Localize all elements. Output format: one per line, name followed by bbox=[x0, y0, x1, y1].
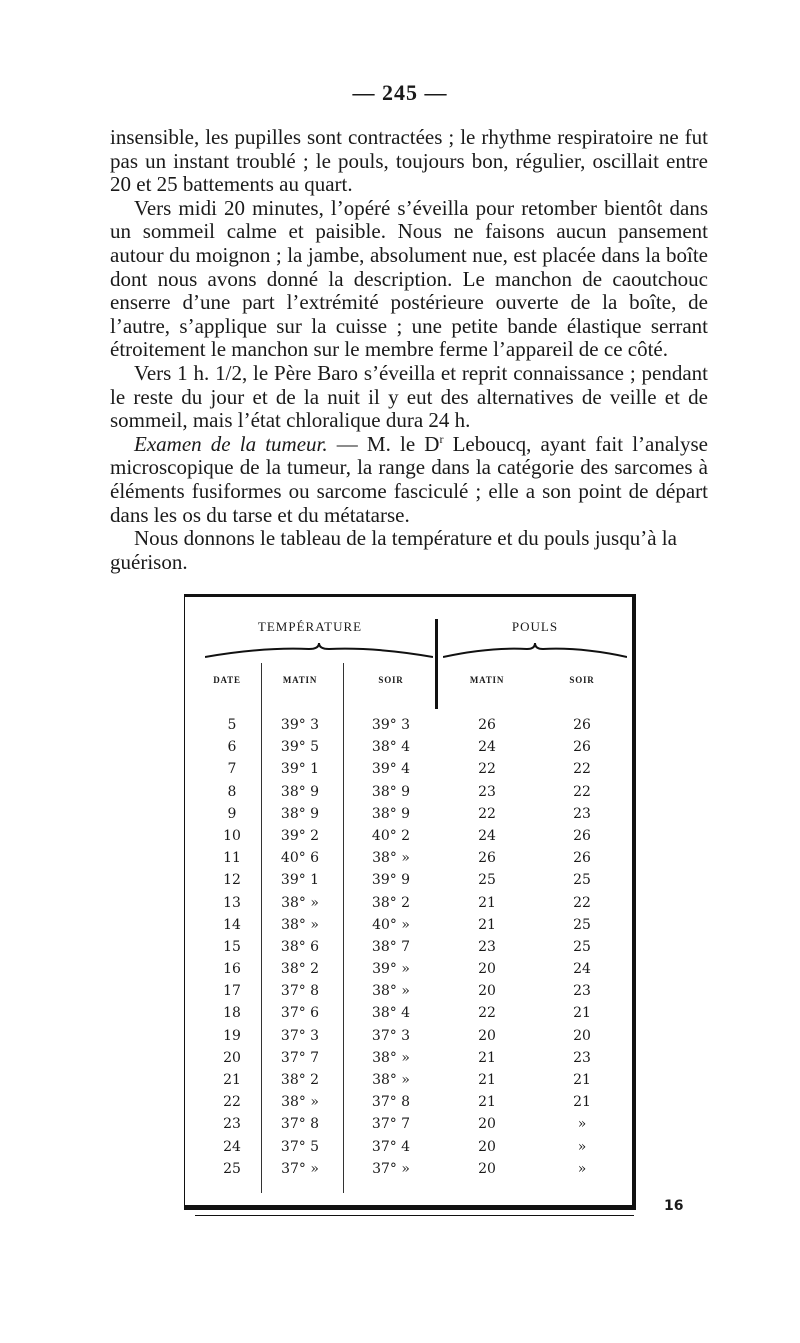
cell-temp-matin: 38° » bbox=[281, 1094, 319, 1111]
cell-pouls-soir: 22 bbox=[573, 761, 591, 778]
cell-pouls-matin: 21 bbox=[478, 916, 496, 933]
cell-pouls-matin: 24 bbox=[478, 739, 496, 756]
cell-temp-matin: 39° 1 bbox=[280, 872, 320, 889]
cell-pouls-soir: 25 bbox=[573, 916, 591, 933]
cell-pouls-soir: 23 bbox=[573, 983, 591, 1000]
cell-pouls-matin: 26 bbox=[478, 850, 496, 867]
cell-pouls-soir: 21 bbox=[573, 1005, 591, 1022]
cell-pouls-soir: 21 bbox=[573, 1094, 591, 1111]
table-row bbox=[185, 1028, 633, 1050]
cell-temp-soir: 38° » bbox=[372, 1049, 410, 1066]
cell-pouls-soir: » bbox=[577, 1160, 587, 1177]
table-row bbox=[185, 739, 633, 761]
cell-date: 16 bbox=[223, 961, 241, 978]
cell-pouls-matin: 20 bbox=[478, 961, 496, 978]
cell-pouls-soir: 22 bbox=[573, 894, 591, 911]
header-pouls: POULS bbox=[511, 619, 559, 634]
cell-pouls-soir: 20 bbox=[573, 1027, 591, 1044]
col-header-temp-soir: SOIR bbox=[378, 675, 404, 685]
cell-temp-soir: 38° » bbox=[372, 983, 410, 1000]
col-header-date: DATE bbox=[213, 675, 241, 685]
brace-temperature bbox=[205, 643, 433, 659]
cell-pouls-matin: 21 bbox=[478, 1072, 496, 1088]
cell-temp-matin: 38° » bbox=[281, 916, 319, 933]
cell-pouls-soir: 25 bbox=[573, 938, 591, 955]
cell-pouls-soir: 23 bbox=[573, 1049, 591, 1066]
table-row bbox=[185, 717, 633, 739]
cell-temp-matin: 37° 5 bbox=[280, 1138, 320, 1155]
cell-pouls-matin: 26 bbox=[478, 717, 496, 733]
cell-date: 22 bbox=[223, 1094, 241, 1111]
cell-temp-soir: 39° 4 bbox=[371, 761, 411, 778]
cell-temp-soir: 39° 9 bbox=[371, 872, 411, 889]
cell-temp-matin: 39° 5 bbox=[280, 739, 320, 756]
cell-date: 18 bbox=[223, 1005, 241, 1022]
cell-date: 23 bbox=[223, 1116, 241, 1133]
cell-temp-soir: 38° 4 bbox=[371, 1005, 411, 1022]
cell-temp-soir: 40° 2 bbox=[371, 827, 411, 844]
cell-date: 14 bbox=[223, 916, 241, 933]
cell-temp-soir: 40° » bbox=[372, 916, 410, 933]
cell-date: 15 bbox=[223, 938, 241, 955]
cell-temp-soir: 38° 2 bbox=[371, 894, 411, 911]
cell-temp-soir: 38° 9 bbox=[371, 783, 411, 800]
cell-temp-matin: 38° 2 bbox=[280, 961, 320, 978]
table-row bbox=[185, 1116, 633, 1138]
table-row bbox=[185, 961, 633, 983]
cell-date: 7 bbox=[227, 761, 237, 778]
cell-temp-soir: 38° » bbox=[372, 1072, 410, 1088]
col-header-pouls-soir: SOIR bbox=[569, 675, 595, 685]
cell-temp-matin: 38° 2 bbox=[280, 1072, 320, 1088]
cell-temp-matin: 37° 8 bbox=[280, 983, 320, 1000]
cell-date: 10 bbox=[223, 827, 241, 844]
cell-temp-matin: 37° 3 bbox=[280, 1027, 320, 1044]
cell-temp-soir: 38° 9 bbox=[371, 805, 411, 822]
cell-pouls-soir: » bbox=[577, 1116, 587, 1133]
cell-date: 20 bbox=[223, 1049, 241, 1066]
cell-pouls-soir: 21 bbox=[573, 1072, 591, 1088]
cell-date: 6 bbox=[227, 739, 237, 756]
cell-pouls-soir: 26 bbox=[573, 827, 591, 844]
cell-pouls-soir: 26 bbox=[573, 850, 591, 867]
cell-date: 21 bbox=[223, 1072, 241, 1088]
table-row bbox=[185, 1050, 633, 1072]
table-row bbox=[185, 806, 633, 828]
body-text bbox=[110, 126, 708, 574]
paragraph-1: insensible, les pupilles sont contractées ; le rhythme respiratoire ne fut pas un instant troublé ; le pouls, toujours bon, régulier, oscillait entre 20 et 25 battements au quart. bbox=[110, 125, 708, 197]
cell-temp-soir: 39° 3 bbox=[371, 717, 411, 733]
cell-temp-matin: 37° 7 bbox=[280, 1049, 320, 1066]
cell-pouls-matin: 20 bbox=[478, 983, 496, 1000]
table-row bbox=[185, 917, 633, 939]
superscript-r: r bbox=[439, 431, 444, 446]
cell-pouls-matin: 21 bbox=[478, 1049, 496, 1066]
cell-pouls-matin: 22 bbox=[478, 761, 496, 778]
table-row bbox=[185, 1072, 633, 1094]
cell-temp-matin: 39° 1 bbox=[280, 761, 320, 778]
cell-temp-matin: 38° 9 bbox=[280, 783, 320, 800]
cell-temp-matin: 37° 6 bbox=[280, 1005, 320, 1022]
header-temperature: TEMPÉRATURE bbox=[257, 619, 363, 634]
cell-date: 25 bbox=[223, 1160, 241, 1177]
cell-pouls-soir: » bbox=[577, 1138, 587, 1155]
cell-pouls-matin: 20 bbox=[478, 1116, 496, 1133]
cell-temp-matin: 39° 3 bbox=[280, 717, 320, 733]
table-row bbox=[185, 850, 633, 872]
cell-pouls-soir: 26 bbox=[573, 739, 591, 756]
cell-date: 17 bbox=[223, 983, 241, 1000]
paragraph-4-text-b: Leboucq, ayant fait l’analyse microscopique de la tumeur, la range dans la catégorie des sarcomes à éléments fusiformes ou sarcome fasciculé ; elle a son point de départ dans les os du tarse et du métatarse. bbox=[110, 431, 708, 527]
cell-temp-matin: 37° » bbox=[281, 1160, 319, 1177]
cell-pouls-soir: 22 bbox=[573, 783, 591, 800]
cell-temp-matin: 37° 8 bbox=[280, 1116, 320, 1133]
cell-date: 8 bbox=[227, 783, 237, 800]
cell-temp-soir: 38° 4 bbox=[371, 739, 411, 756]
cell-temp-soir: 37° » bbox=[372, 1160, 410, 1177]
table-row bbox=[185, 983, 633, 1005]
cell-temp-soir: 38° 7 bbox=[371, 938, 411, 955]
paragraph-2: Vers midi 20 minutes, l’opéré s’éveilla pour retomber bientôt dans un sommeil calme et paisible. Nous ne faisons aucun pansement autour du moignon ; la jambe, absolument nue, est placée dans la boîte dont nous avons donné la description. Le manchon de caoutchouc enserre d’une part l’extrémité postérieure ouverte de la boîte, de l’autre, s’applique sur la cuisse ; une petite bande élastique serrant étroitement le manchon sur le membre ferme l’appareil de ce côté. bbox=[110, 195, 708, 362]
cell-date: 12 bbox=[223, 872, 241, 889]
cell-date: 9 bbox=[227, 805, 237, 822]
table-row bbox=[185, 761, 633, 783]
table-row bbox=[185, 1094, 633, 1116]
page-number: — 245 — bbox=[352, 80, 448, 105]
cell-temp-soir: 37° 4 bbox=[371, 1138, 411, 1155]
cell-date: 5 bbox=[227, 717, 237, 733]
table-row bbox=[185, 895, 633, 917]
cell-pouls-matin: 21 bbox=[478, 1094, 496, 1111]
cell-pouls-matin: 22 bbox=[478, 805, 496, 822]
cell-temp-matin: 38° 9 bbox=[280, 805, 320, 822]
cell-date: 11 bbox=[223, 850, 241, 867]
col-header-pouls-matin: MATIN bbox=[469, 675, 505, 685]
cell-temp-soir: 37° 7 bbox=[371, 1116, 411, 1133]
paragraph-4-text-a: — M. le D bbox=[327, 431, 440, 456]
table-row bbox=[185, 939, 633, 961]
cell-temp-matin: 38° 6 bbox=[280, 938, 320, 955]
cell-pouls-matin: 25 bbox=[478, 872, 496, 889]
cell-pouls-soir: 23 bbox=[573, 805, 591, 822]
cell-pouls-soir: 24 bbox=[573, 961, 591, 978]
cell-pouls-matin: 20 bbox=[478, 1160, 496, 1177]
table-body bbox=[185, 717, 633, 1183]
cell-temp-soir: 39° » bbox=[372, 961, 410, 978]
brace-pouls bbox=[443, 643, 627, 659]
cell-temp-soir: 37° 8 bbox=[371, 1094, 411, 1111]
cell-pouls-matin: 22 bbox=[478, 1005, 496, 1022]
table-row bbox=[185, 1005, 633, 1027]
cell-pouls-soir: 26 bbox=[573, 717, 591, 733]
table-row bbox=[185, 1139, 633, 1161]
cell-temp-soir: 38° » bbox=[372, 850, 410, 867]
cell-pouls-soir: 25 bbox=[573, 872, 591, 889]
cell-pouls-matin: 21 bbox=[478, 894, 496, 911]
signature-mark: 16 bbox=[664, 1198, 684, 1214]
cell-pouls-matin: 24 bbox=[478, 827, 496, 844]
cell-temp-matin: 39° 2 bbox=[280, 827, 320, 844]
cell-date: 24 bbox=[223, 1138, 241, 1155]
col-header-temp-matin: MATIN bbox=[282, 675, 318, 685]
cell-pouls-matin: 20 bbox=[478, 1138, 496, 1155]
table-row bbox=[185, 872, 633, 894]
cell-pouls-matin: 23 bbox=[478, 938, 496, 955]
cell-temp-matin: 38° » bbox=[281, 894, 319, 911]
section-title-examen: Examen de la tumeur. bbox=[134, 431, 328, 456]
paragraph-5: Nous donnons le tableau de la température et du pouls jusqu’à la guérison. bbox=[110, 526, 677, 574]
paragraph-4 bbox=[110, 433, 708, 527]
temperature-pulse-table bbox=[184, 594, 636, 1210]
cell-pouls-matin: 23 bbox=[478, 783, 496, 800]
paragraph-3: Vers 1 h. 1/2, le Père Baro s’éveilla et reprit connaissance ; pendant le reste du jour et de la nuit il y eut des alternatives de veille et de sommeil, mais l’état chloralique dura 24 h. bbox=[110, 360, 708, 433]
table-main-divider bbox=[435, 619, 438, 709]
cell-pouls-matin: 20 bbox=[478, 1027, 496, 1044]
cell-temp-soir: 37° 3 bbox=[371, 1027, 411, 1044]
cell-date: 19 bbox=[223, 1027, 241, 1044]
table-row bbox=[185, 784, 633, 806]
table-row bbox=[185, 828, 633, 850]
cell-date: 13 bbox=[223, 894, 241, 911]
table-row bbox=[185, 1161, 633, 1183]
cell-temp-matin: 40° 6 bbox=[280, 850, 320, 867]
